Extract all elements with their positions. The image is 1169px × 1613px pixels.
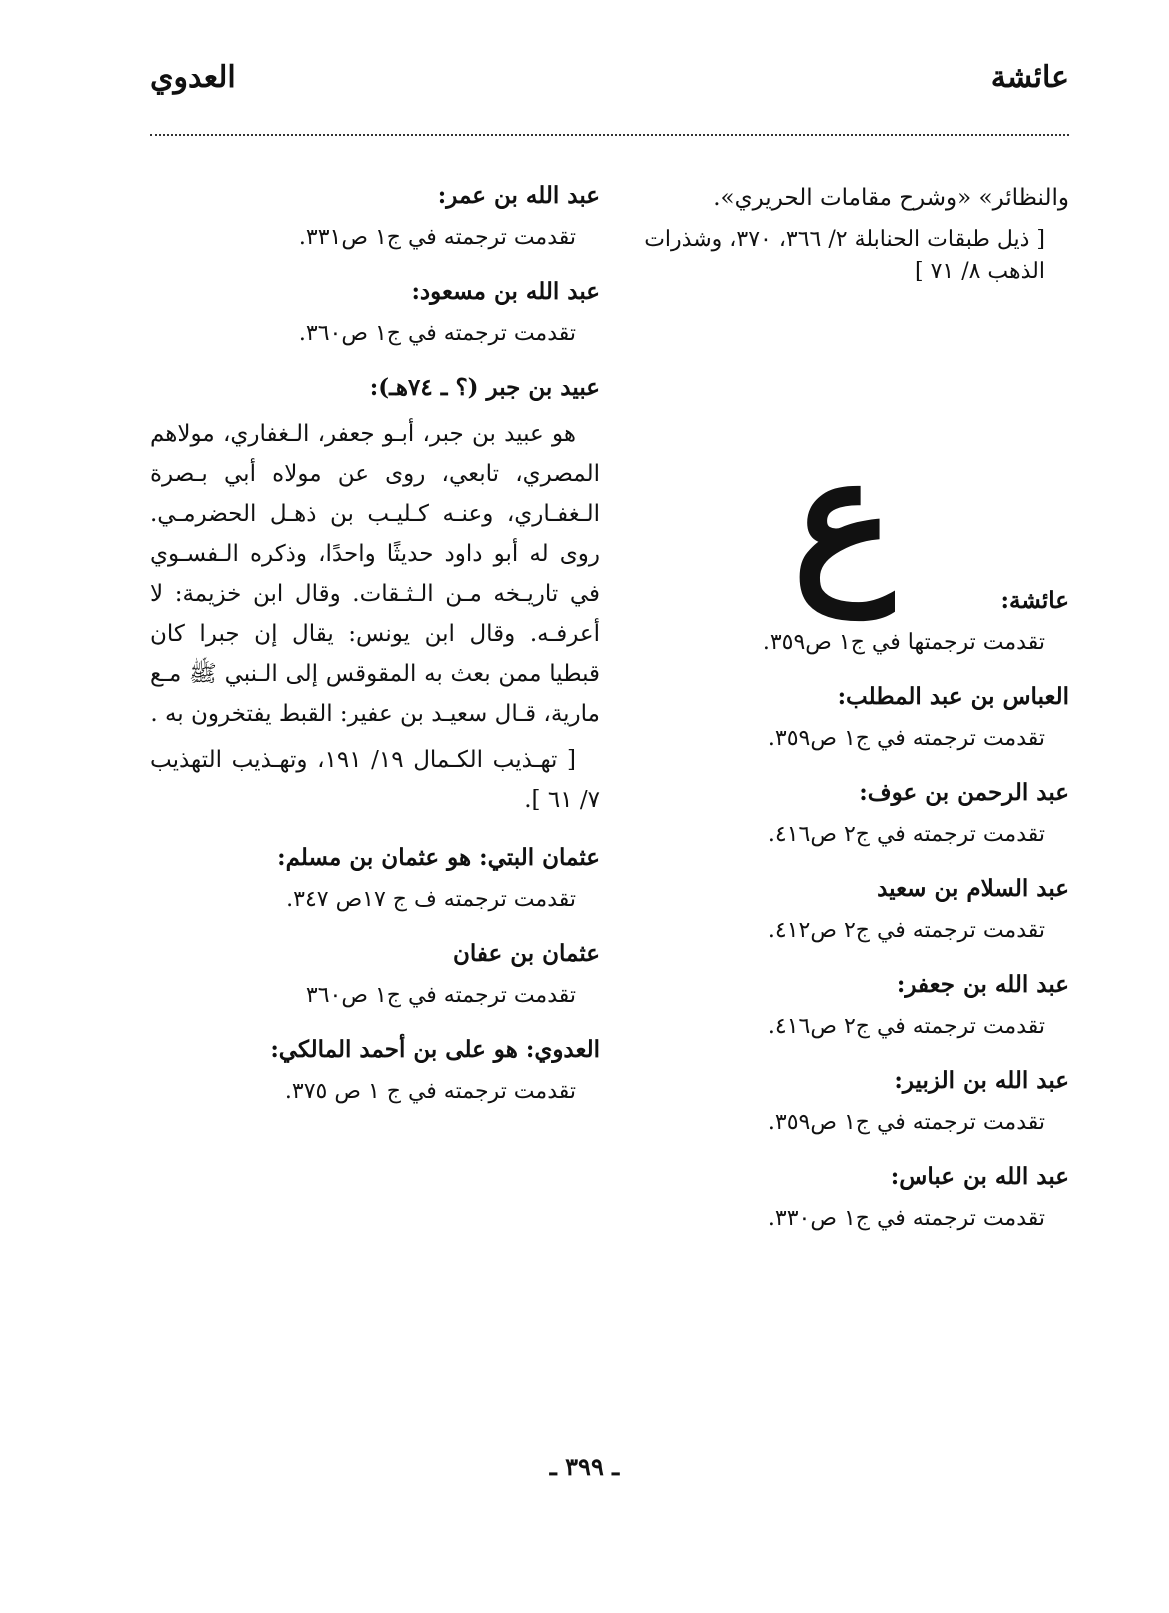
entry-name: عائشة: bbox=[1000, 587, 1069, 614]
entry-text: تقدمت ترجمته في ج١ ص٣٣٠. bbox=[767, 1206, 1045, 1231]
header-right-word: عائشة bbox=[990, 60, 1069, 95]
entry-name: العباس بن عبد المطلب: bbox=[837, 683, 1069, 710]
entry-name: عبد الله بن جعفر: bbox=[896, 971, 1069, 998]
section-letter-ain: ع bbox=[792, 418, 894, 618]
entry-abdulrahman bbox=[639, 775, 1069, 851]
right-column bbox=[639, 178, 1069, 1231]
entry-text: تقدمت ترجمته ف ج ١٧ص ٣٤٧. bbox=[286, 887, 576, 912]
entry-name: عبد الله بن عباس: bbox=[890, 1163, 1069, 1190]
entry-aisha bbox=[639, 583, 1069, 659]
entry-text: تقدمت ترجمته في ج٢ ص٤١٢. bbox=[767, 918, 1045, 943]
continuation-text: والنظائر» «وشرح مقامات الحريري». bbox=[713, 185, 1069, 211]
entry-name: عثمان البتي: هو عثمان بن مسلم: bbox=[277, 844, 600, 871]
entry-name: العدوي: هو على بن أحمد المالكي: bbox=[270, 1036, 600, 1063]
entry-uthman-affan bbox=[150, 936, 600, 1012]
entry-abdullah-umar bbox=[150, 178, 600, 254]
entry-name: عبيد بن جبر (؟ ـ ٧٤هـ): bbox=[369, 374, 600, 401]
running-header bbox=[150, 58, 1069, 108]
entry-name: عبد الله بن مسعود: bbox=[411, 278, 600, 305]
entry-name: عبد الله بن الزبير: bbox=[894, 1067, 1069, 1094]
entry-uthman-batti bbox=[150, 840, 600, 916]
biography-text: هو عبيد بن جبر، أبـو جعفر، الـغفاري، مولاهم المصري، تابعي، روى عن مولاه أبي بـصرة الـغفـاري، وعنـه كـليـب بن ذهـل الحضرمـي. روى له أبو داود حديثًا واحدًا، وذكره الـفسـوي في تاريـخه مـن الـثـقات. وقال ابن خزيمة: لا أعرفـه. وقال ابن يونس: يقال إن جبرا كان قبطيا ممن بعث به المقوقس إلى الـنبي ﷺ مـع مارية، قـال سعيـد بن عفير: القبط يفتخرون به . bbox=[150, 421, 600, 727]
entry-abbas bbox=[639, 679, 1069, 755]
right-entries bbox=[639, 583, 1069, 1235]
entry-text: تقدمت ترجمته في ج١ ص٣٦٠ bbox=[305, 983, 576, 1008]
biography-reference: [ تهـذيب الكـمال ١٩/ ١٩١، وتهـذيب التهذيب ٧/ ٦١ ]. bbox=[150, 747, 600, 813]
entry-name: عثمان بن عفان bbox=[452, 940, 600, 967]
entry-text: تقدمت ترجمته في ج١ ص٣٣١. bbox=[298, 225, 576, 250]
entry-text: تقدمت ترجمته في ج١ ص٣٥٩. bbox=[767, 726, 1045, 751]
entry-ubaid-jabr bbox=[150, 370, 600, 820]
header-dotted-rule bbox=[150, 134, 1069, 136]
entry-abdullah-jafar bbox=[639, 967, 1069, 1043]
entry-name: عبد الرحمن بن عوف: bbox=[859, 779, 1069, 806]
entry-name: عبد السلام بن سعيد bbox=[877, 875, 1069, 902]
entry-abdullah-zubair bbox=[639, 1063, 1069, 1139]
entry-text: تقدمت ترجمته في ج ١ ص ٣٧٥. bbox=[284, 1079, 576, 1104]
entry-text: تقدمت ترجمته في ج٢ ص٤١٦. bbox=[767, 1014, 1045, 1039]
page-number: ـ ٣٩٩ ـ bbox=[549, 1452, 620, 1481]
entry-text: تقدمت ترجمته في ج٢ ص٤١٦. bbox=[767, 822, 1045, 847]
entry-name: عبد الله بن عمر: bbox=[437, 182, 600, 209]
header-left-word: العدوي bbox=[150, 60, 236, 95]
entry-abdullah-abbas bbox=[639, 1159, 1069, 1235]
left-column bbox=[150, 178, 600, 1108]
entry-adawi bbox=[150, 1032, 600, 1108]
entry-abdullah-masud bbox=[150, 274, 600, 350]
entry-abdulsalam bbox=[639, 871, 1069, 947]
continuation-reference: [ ذيل طبقات الحنابلة ٢/ ٣٦٦، ٣٧٠، وشذرات الذهب ٨/ ٧١ ] bbox=[644, 227, 1045, 284]
entry-text: تقدمت ترجمته في ج١ ص٣٥٩. bbox=[767, 1110, 1045, 1135]
entry-text: تقدمت ترجمتها في ج١ ص٣٥٩. bbox=[762, 630, 1045, 655]
entry-text: تقدمت ترجمته في ج١ ص٣٦٠. bbox=[298, 321, 576, 346]
